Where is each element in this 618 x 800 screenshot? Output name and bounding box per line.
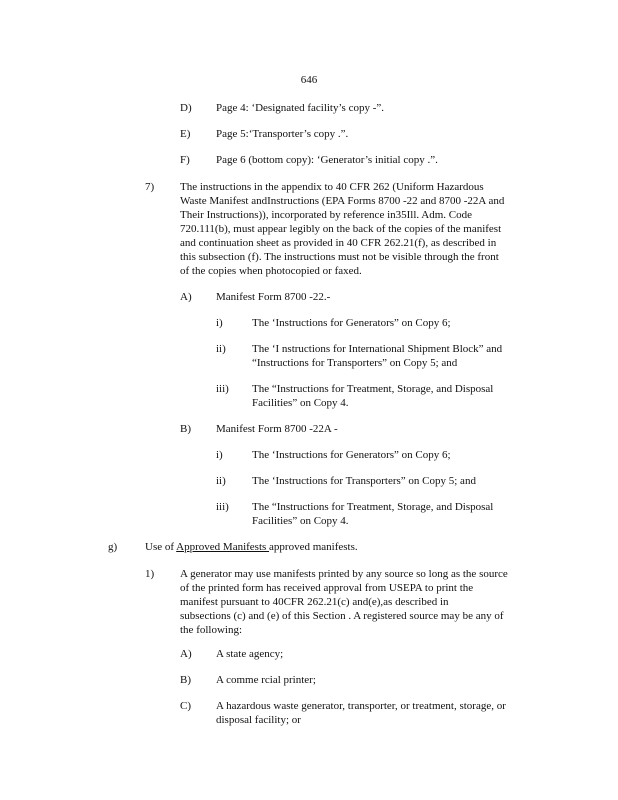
item-label: 1) bbox=[145, 568, 155, 580]
paragraph-line: of the copies when photocopied or faxed. bbox=[180, 265, 362, 277]
item-text: Page 6 (bottom copy): ‘Generator’s initial copy .”. bbox=[216, 154, 438, 166]
item-text: Facilities” on Copy 4. bbox=[252, 515, 349, 527]
item-label: A) bbox=[180, 291, 192, 303]
item-label: C) bbox=[180, 700, 191, 712]
item-text: Page 5:‘Transporter’s copy .”. bbox=[216, 128, 349, 140]
item-text: A state agency; bbox=[216, 648, 284, 660]
section-heading bbox=[145, 540, 358, 554]
paragraph-line: Their Instructions)), incorporated by reference in35Ill. Adm. Code bbox=[180, 209, 473, 221]
item-text: The “Instructions for Treatment, Storage, and Disposal bbox=[252, 383, 494, 395]
item-text: Manifest Form 8700 -22A - bbox=[216, 423, 338, 435]
paragraph-line: and continuation sheet as provided in 40 CFR 262.21(f), as described in bbox=[180, 237, 497, 249]
paragraph-line: 720.111(b), must appear legibly on the back of the copies of the manifest bbox=[180, 223, 502, 235]
paragraph-line: the following: bbox=[180, 624, 243, 636]
section-label: g) bbox=[108, 541, 118, 553]
item-text: The ‘I nstructions for International Shipment Block” and bbox=[252, 343, 503, 355]
heading-prefix: Use of bbox=[145, 541, 177, 553]
item-label: 7) bbox=[145, 181, 155, 193]
heading-suffix: approved manifests. bbox=[269, 541, 358, 553]
paragraph-line: A generator may use manifests printed by any source so long as the source bbox=[180, 568, 508, 580]
item-text: Page 4: ‘Designated facility’s copy -”. bbox=[216, 102, 385, 114]
item-label: ii) bbox=[216, 475, 226, 487]
item-label: E) bbox=[180, 128, 191, 140]
item-label: B) bbox=[180, 674, 191, 686]
paragraph-line: Waste Manifest andInstructions (EPA Forms 8700 -22 and 8700 -22A and bbox=[180, 195, 505, 207]
item-text: A hazardous waste generator, transporter, or treatment, storage, or bbox=[216, 700, 506, 712]
item-label: ii) bbox=[216, 343, 226, 355]
item-text: The “Instructions for Treatment, Storage, and Disposal bbox=[252, 501, 494, 513]
item-label: i) bbox=[216, 449, 223, 461]
item-text: Manifest Form 8700 -22.- bbox=[216, 291, 331, 303]
item-label: iii) bbox=[216, 501, 229, 513]
item-label: i) bbox=[216, 317, 223, 329]
item-label: A) bbox=[180, 648, 192, 660]
item-label: B) bbox=[180, 423, 191, 435]
item-text: disposal facility; or bbox=[216, 714, 301, 726]
paragraph-line: The instructions in the appendix to 40 CFR 262 (Uniform Hazardous bbox=[180, 181, 484, 193]
paragraph-line: subsections (c) and (e) of this Section . A registered source may be any of bbox=[180, 610, 504, 622]
item-text: The ‘Instructions for Generators” on Copy 6; bbox=[252, 449, 451, 461]
item-label: F) bbox=[180, 154, 190, 166]
paragraph-line: manifest pursuant to 40CFR 262.21(c) and(e),as described in bbox=[180, 596, 449, 608]
item-text: The ‘Instructions for Transporters” on Copy 5; and bbox=[252, 475, 476, 487]
heading-underlined: Approved Manifests bbox=[176, 541, 270, 553]
item-text: “Instructions for Transporters” on Copy 5; and bbox=[252, 357, 458, 369]
paragraph-line: of the printed form has received approval from USEPA to print the bbox=[180, 582, 474, 594]
page-number: 646 bbox=[300, 74, 318, 86]
item-text: A comme rcial printer; bbox=[216, 674, 316, 686]
item-label: D) bbox=[180, 102, 192, 114]
item-label: iii) bbox=[216, 383, 229, 395]
item-text: Facilities” on Copy 4. bbox=[252, 397, 349, 409]
item-text: The ‘Instructions for Generators” on Copy 6; bbox=[252, 317, 451, 329]
paragraph-line: this subsection (f). The instructions must not be visible through the front bbox=[180, 251, 499, 263]
